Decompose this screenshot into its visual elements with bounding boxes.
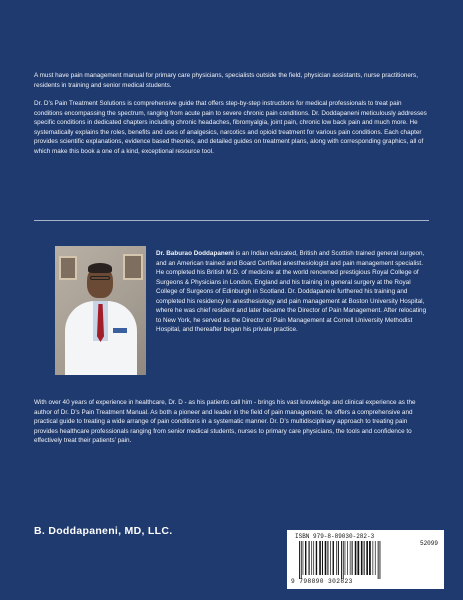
divider [34,220,429,221]
barcode-box [287,530,444,589]
author-name: Dr. Baburao Doddapaneni [156,250,234,257]
summary-paragraph: Dr. D’s Pain Treatment Solutions is comprehensive guide that offers step-by-step instructions for medical professionals to treat pain conditions encompassing the spectrum, ranging from acute pain to severe chronic pain conditions. Dr. Doddapaneni meticulously addresses specific conditions in dedicated chapters including chronic headaches, fibromyalgia, joint pain, chronic low back pain and much more. He systematically explains the roles, benefits and uses of analgesics, narcotics and opioid treatment for various pain conditions. Each chapter provides scientific explanations, evidence based theories, and detailed guides on treatment plans, along with corresponding graphics, all of which make this book a one of a kind, exceptional resource tool. [34,100,427,155]
price-code: 52099 [419,540,438,547]
author-bio-text: is an Indian educated, British and Scottish trained general surgeon, and an American trained and Board Certified anesthesiologist and pain management specialist. He completed his British M.D. of medicine at the world renowned prestigious Royal College of Surgeons & Physicians in London, England and his training in general surgery at the Royal College of Surgeons of Edinburgh in Scotland. Dr. Doddapaneni furthered his training and completed his residency in anesthesiology and pain management at Boston University Hospital, where he was chief resident and later became the Director of Pain Management. After relocating to New York, he served as the Director of Pain Management at Cornell University Methodist Hospital, and thereafter began his private practice. [156,250,427,334]
publisher-name: B. Doddapaneni, MD, LLC. [34,525,173,537]
experience-paragraph: With over 40 years of experience in healthcare, Dr. D - as his patients call him - brings his vast knowledge and clinical experience as the author of Dr. D’s Pain Treatment Manual. As both a pioneer and leader in the field of pain management, he offers a comprehensive and practical guide to treating a wide arrange of pain conditions in a systematic manner. Dr. D’s multidisciplinary approach to treating pain provides healthcare professionals ranging from senior medical students, nurses to primary care physicians, the tools and confidence to effectively treat their patients’ pain. [34,399,416,445]
intro-paragraph: A must have pain management manual for primary care physicians, specialists outside the field, physician assistants, nurse practitioners, residents in training and senior medical students. [34,72,418,89]
author-photo [55,246,146,375]
author-bio [156,249,432,335]
isbn-label: ISBN 979-8-89030-282-3 [295,533,375,540]
ean-number: 9 798890 302823 [291,578,353,585]
barcode-bars [295,541,435,579]
